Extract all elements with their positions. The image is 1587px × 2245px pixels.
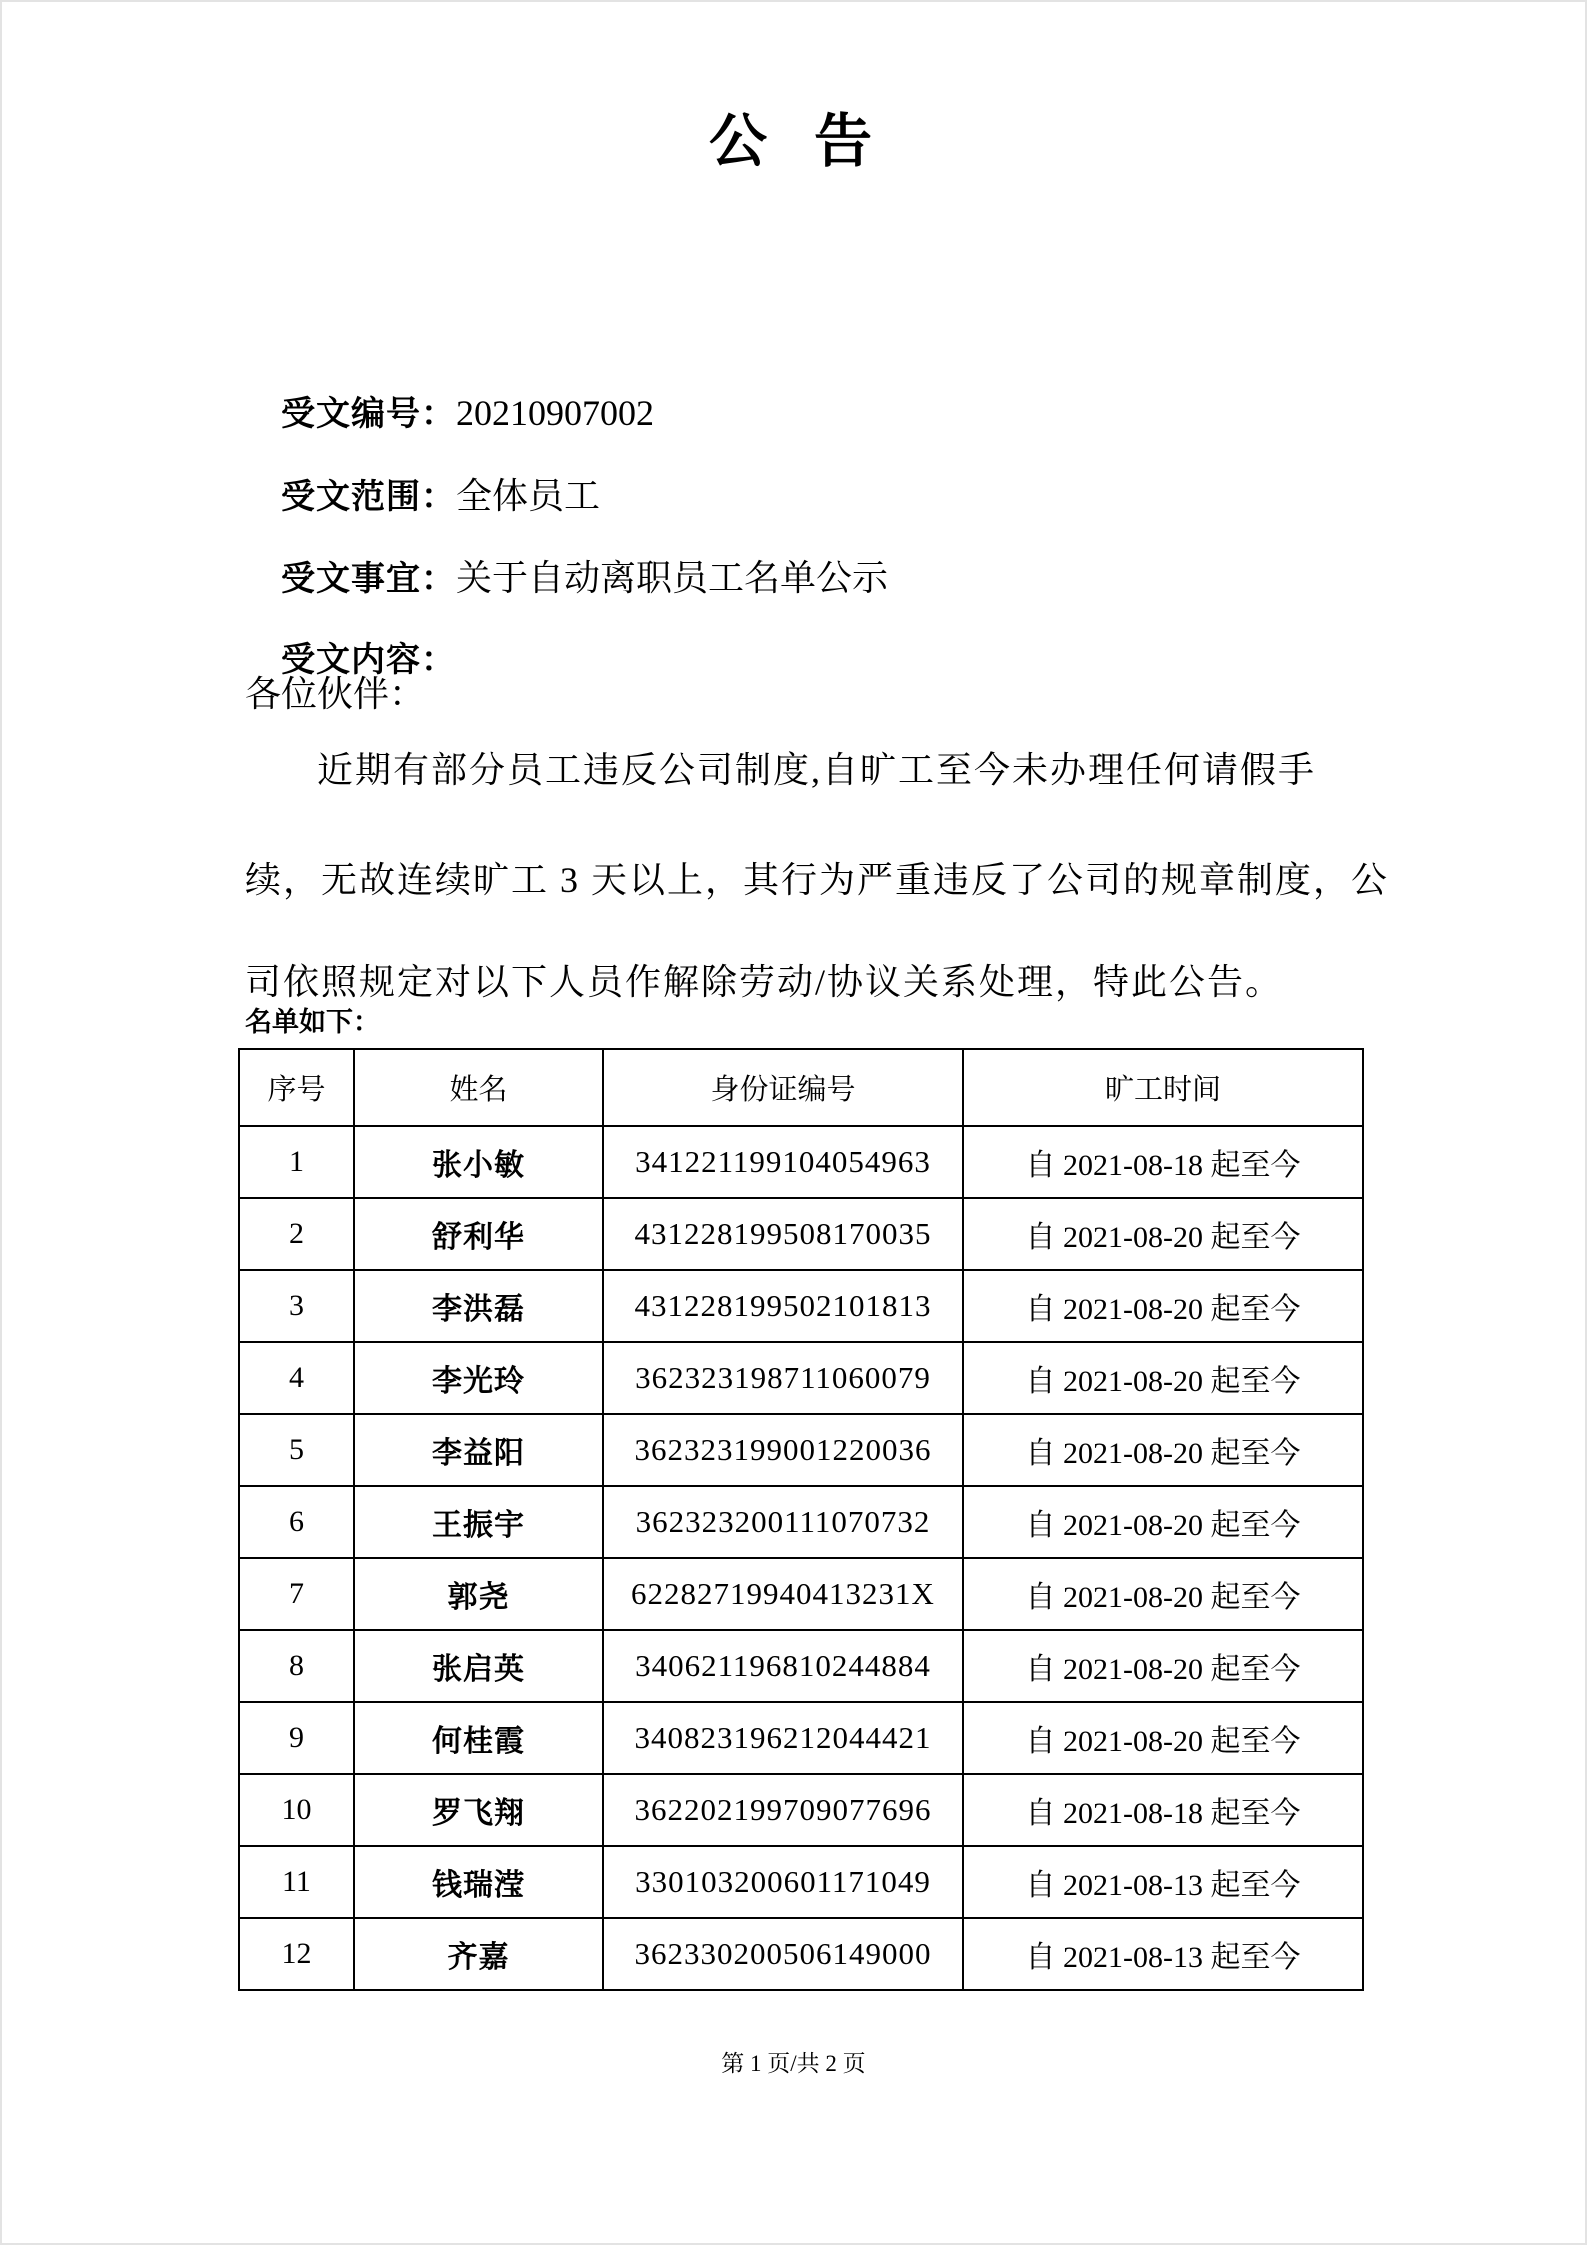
table-row (239, 1126, 1363, 1198)
cell-serial: 10 (239, 1774, 354, 1846)
content-label: 受文内容： (281, 641, 456, 679)
cell-serial: 8 (239, 1630, 354, 1702)
scope-value: 全体员工 (456, 476, 601, 516)
cell-period: 自 2021-08-20 起至今 (963, 1630, 1363, 1702)
subject-label: 受文事宜： (281, 560, 456, 598)
cell-name: 钱瑞滢 (354, 1846, 603, 1918)
body-paragraph-line-1: 近期有部分员工违反公司制度,自旷工至今未办理任何请假手 (317, 750, 1317, 790)
table-row (239, 1774, 1363, 1846)
list-intro: 名单如下： (245, 1007, 380, 1037)
header-name: 姓名 (354, 1049, 603, 1126)
greeting: 各位伙伴： (245, 674, 426, 714)
cell-name: 张启英 (354, 1630, 603, 1702)
cell-serial: 3 (239, 1270, 354, 1342)
cell-period: 自 2021-08-20 起至今 (963, 1342, 1363, 1414)
cell-period: 自 2021-08-18 起至今 (963, 1126, 1363, 1198)
cell-period: 自 2021-08-20 起至今 (963, 1198, 1363, 1270)
cell-name: 郭尧 (354, 1558, 603, 1630)
cell-name: 张小敏 (354, 1126, 603, 1198)
cell-id: 362323198711060079 (603, 1342, 963, 1414)
body-paragraph-line-3: 司依照规定对以下人员作解除劳动/协议关系处理，特此公告。 (245, 962, 1284, 1002)
cell-serial: 11 (239, 1846, 354, 1918)
cell-period: 自 2021-08-20 起至今 (963, 1270, 1363, 1342)
cell-id: 341221199104054963 (603, 1126, 963, 1198)
cell-name: 罗飞翔 (354, 1774, 603, 1846)
cell-name: 舒利华 (354, 1198, 603, 1270)
cell-id: 362323200111070732 (603, 1486, 963, 1558)
cell-period: 自 2021-08-13 起至今 (963, 1918, 1363, 1990)
cell-serial: 6 (239, 1486, 354, 1558)
cell-name: 王振宇 (354, 1486, 603, 1558)
cell-period: 自 2021-08-20 起至今 (963, 1414, 1363, 1486)
cell-serial: 2 (239, 1198, 354, 1270)
cell-serial: 7 (239, 1558, 354, 1630)
table-row (239, 1558, 1363, 1630)
table-row (239, 1486, 1363, 1558)
cell-id: 431228199502101813 (603, 1270, 963, 1342)
table-row (239, 1702, 1363, 1774)
doc-number-label: 受文编号： (281, 395, 456, 433)
cell-id: 330103200601171049 (603, 1846, 963, 1918)
cell-name: 何桂霞 (354, 1702, 603, 1774)
table-row (239, 1270, 1363, 1342)
cell-serial: 9 (239, 1702, 354, 1774)
scope-label: 受文范围： (281, 478, 456, 516)
table-row (239, 1918, 1363, 1990)
cell-period: 自 2021-08-18 起至今 (963, 1774, 1363, 1846)
cell-serial: 12 (239, 1918, 354, 1990)
cell-id: 340621196810244884 (603, 1630, 963, 1702)
cell-id: 431228199508170035 (603, 1198, 963, 1270)
cell-name: 李益阳 (354, 1414, 603, 1486)
doc-number-value: 20210907002 (456, 393, 654, 433)
cell-period: 自 2021-08-20 起至今 (963, 1702, 1363, 1774)
cell-name: 齐嘉 (354, 1918, 603, 1990)
subject-value: 关于自动离职员工名单公示 (456, 558, 889, 598)
header-absence-period: 旷工时间 (963, 1049, 1363, 1126)
document-title: 公 告 (708, 109, 878, 174)
table-row (239, 1414, 1363, 1486)
body-paragraph-line-2: 续，无故连续旷工 3 天以上，其行为严重违反了公司的规章制度，公 (245, 860, 1390, 900)
page-number-indicator: 第 1 页/共 2 页 (721, 2051, 866, 2076)
cell-id: 62282719940413231X (603, 1558, 963, 1630)
table-row (239, 1630, 1363, 1702)
table-row (239, 1342, 1363, 1414)
cell-serial: 4 (239, 1342, 354, 1414)
absentee-roster-table (238, 1048, 1364, 1991)
cell-id: 362330200506149000 (603, 1918, 963, 1990)
header-serial-number: 序号 (239, 1049, 354, 1126)
table-header-row (239, 1049, 1363, 1126)
cell-id: 340823196212044421 (603, 1702, 963, 1774)
cell-period: 自 2021-08-13 起至今 (963, 1846, 1363, 1918)
cell-period: 自 2021-08-20 起至今 (963, 1486, 1363, 1558)
cell-serial: 1 (239, 1126, 354, 1198)
table-row (239, 1198, 1363, 1270)
cell-name: 李洪磊 (354, 1270, 603, 1342)
cell-serial: 5 (239, 1414, 354, 1486)
cell-period: 自 2021-08-20 起至今 (963, 1558, 1363, 1630)
table-row (239, 1846, 1363, 1918)
cell-id: 362323199001220036 (603, 1414, 963, 1486)
cell-name: 李光玲 (354, 1342, 603, 1414)
header-id-number: 身份证编号 (603, 1049, 963, 1126)
cell-id: 362202199709077696 (603, 1774, 963, 1846)
